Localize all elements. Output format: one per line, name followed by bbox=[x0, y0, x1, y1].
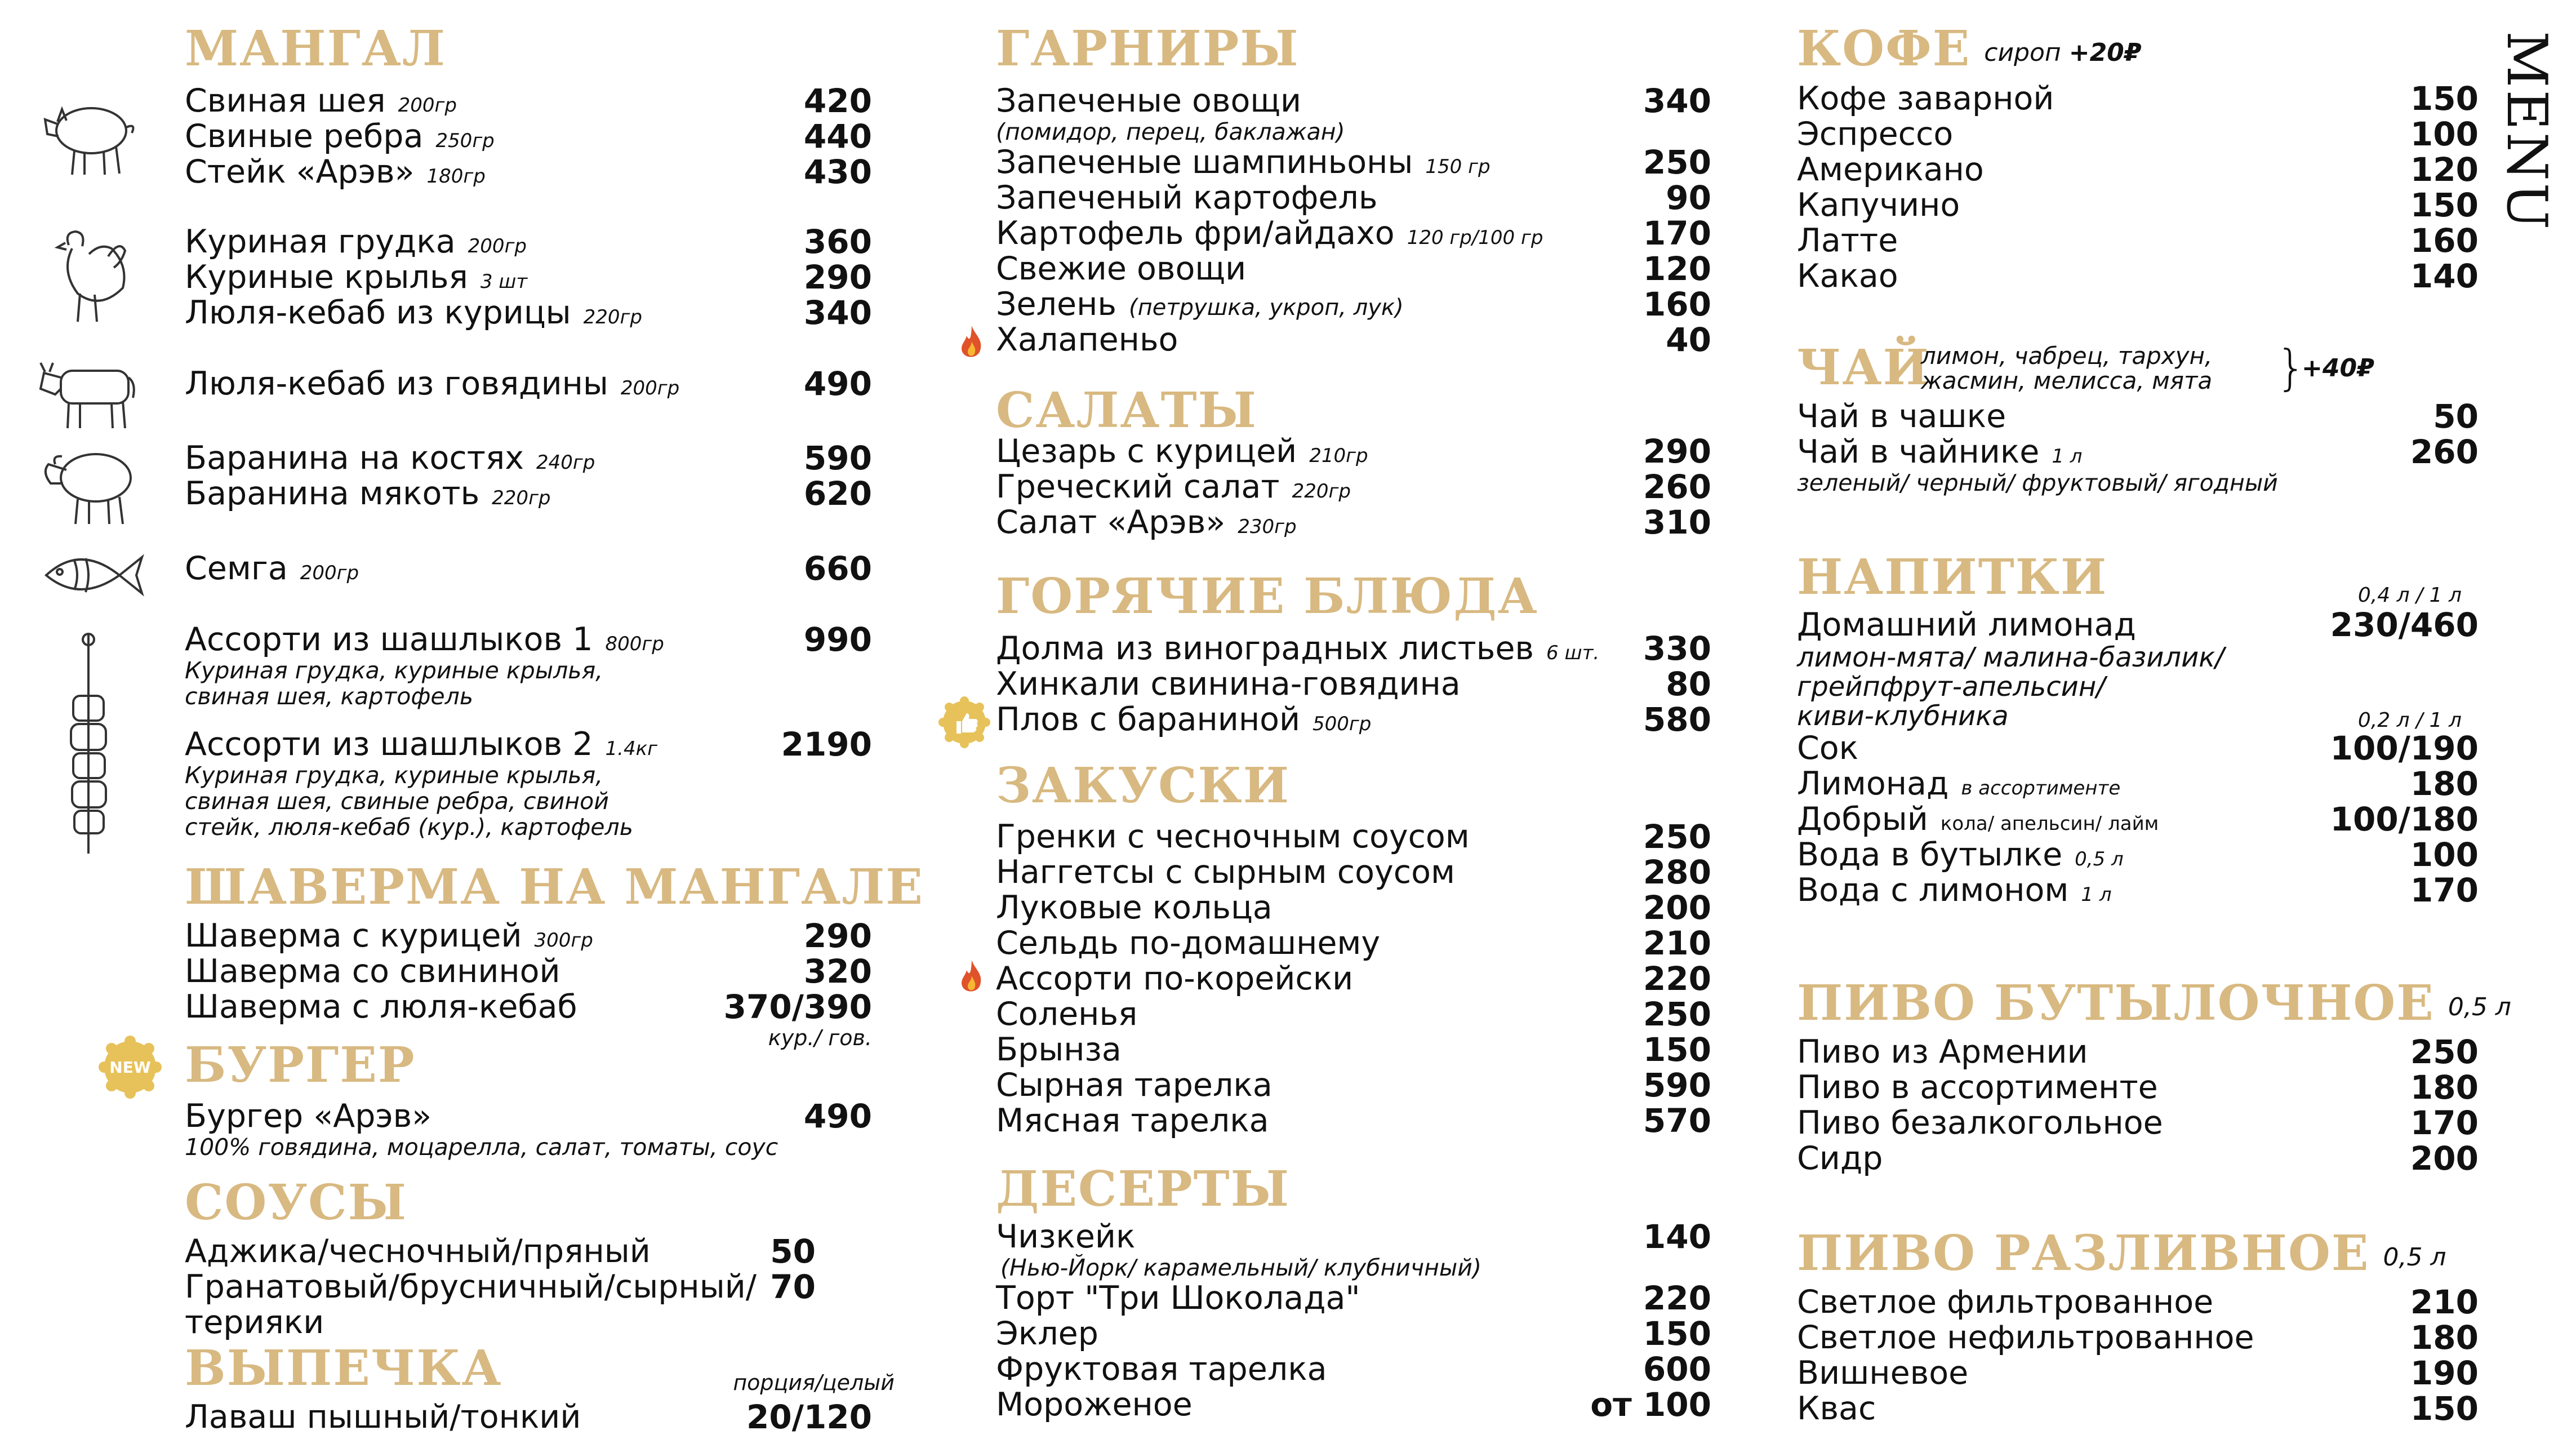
menu-item: Эклер 150 bbox=[996, 1314, 1711, 1353]
menu-item: Цезарь с курицей 210гр 290 bbox=[996, 432, 1711, 470]
menu-item: Мороженое от 100 bbox=[996, 1385, 1711, 1424]
item-description: (помидор, перец, баклажан) bbox=[996, 118, 1345, 145]
section-title: ШАВЕРМА НА МАНГАЛЕ bbox=[185, 859, 924, 916]
section-title: ДЕСЕРТЫ bbox=[996, 1161, 1291, 1218]
menu-item: Куриная грудка 200гр 360 bbox=[185, 223, 872, 261]
section-title: МАНГАЛ bbox=[185, 20, 446, 77]
menu-item: Лаваш пышный/тонкий 20/120 bbox=[185, 1398, 872, 1436]
section-shaverma bbox=[185, 859, 924, 916]
section-draft-beer bbox=[1797, 1225, 2479, 1283]
new-badge bbox=[99, 1036, 162, 1099]
item-description: лимон-мята/ малина-базилик/ bbox=[1797, 642, 2224, 673]
volume-note: 0,4 л / 1 л bbox=[2357, 584, 2462, 607]
menu-item: Квас 150 bbox=[1797, 1389, 2479, 1428]
section-title: НАПИТКИ bbox=[1797, 549, 2108, 606]
skewer-icon bbox=[63, 628, 114, 859]
item-description: (Нью-Йорк/ карамельный/ клубничный) bbox=[1000, 1254, 1481, 1281]
menu-item: Халапеньо 40 bbox=[996, 321, 1711, 359]
menu-item: Ассорти из шашлыков 2 1.4кг 2190 bbox=[185, 725, 872, 763]
section-title: ВЫПЕЧКА bbox=[185, 1340, 502, 1397]
menu-item: Долма из виноградных листьев 6 шт. 330 bbox=[996, 629, 1711, 668]
tea-additions-price: +40₽ bbox=[2302, 354, 2374, 383]
fish-icon bbox=[35, 544, 148, 606]
item-description: стейк, люля-кебаб (кур.), картофель bbox=[185, 814, 633, 841]
menu-item: Чизкейк 140 bbox=[996, 1218, 1711, 1256]
menu-item: Запеченые овощи 340 bbox=[996, 82, 1711, 120]
menu-item: Чай в чайнике 1 л 260 bbox=[1797, 433, 2479, 471]
menu-item: Ассорти из шашлыков 1 800гр 990 bbox=[185, 620, 872, 659]
menu-item: Семга 200гр 660 bbox=[185, 549, 872, 588]
menu-item: Гранатовый/брусничный/сырный/ 70 bbox=[185, 1268, 816, 1306]
menu-item: Запеченый картофель 90 bbox=[996, 179, 1711, 217]
menu-item: Сидр 200 bbox=[1797, 1139, 2479, 1178]
section-title: КОФЕ сироп +20₽ bbox=[1797, 20, 2142, 77]
section-coffee bbox=[1797, 20, 2479, 78]
menu-item: Торт "Три Шоколада" 220 bbox=[996, 1279, 1711, 1317]
sheep-icon bbox=[35, 434, 142, 530]
section-desserts bbox=[996, 1161, 1711, 1218]
menu-item: Наггетсы с сырным соусом 280 bbox=[996, 853, 1711, 891]
fire-icon bbox=[958, 959, 986, 995]
section-tea bbox=[1797, 339, 2479, 396]
volume-note: 0,2 л / 1 л bbox=[2357, 709, 2462, 732]
section-garnish bbox=[996, 20, 1711, 77]
section-title: ЧАЙ bbox=[1797, 339, 1930, 396]
menu-item: Баранина на костях 240гр 590 bbox=[185, 439, 872, 477]
menu-item: Сок 100/190 bbox=[1797, 729, 2479, 767]
menu-item: Шаверма с курицей 300гр 290 bbox=[185, 917, 872, 955]
menu-item: Баранина мякоть 220гр 620 bbox=[185, 474, 872, 513]
menu-item: Добрый кола/ апельсин/ лайм 100/180 bbox=[1797, 800, 2479, 838]
tea-additions: лимон, чабрец, тархун, жасмин, мелисса, мята bbox=[1921, 342, 2213, 394]
menu-item: Аджика/чесночный/пряный 50 bbox=[185, 1232, 816, 1271]
menu-item: Мясная тарелка 570 bbox=[996, 1101, 1711, 1140]
section-title: ПИВО РАЗЛИВНОЕ 0,5 л bbox=[1797, 1225, 2446, 1282]
section-title: ГОРЯЧИЕ БЛЮДА bbox=[996, 568, 1538, 625]
menu-item: Светлое нефильтрованное 180 bbox=[1797, 1318, 2479, 1357]
section-salads bbox=[996, 382, 1711, 439]
section-mangal bbox=[185, 20, 872, 77]
menu-item: Домашний лимонад 230/460 bbox=[1797, 606, 2479, 644]
menu-item: Пиво в ассортименте 180 bbox=[1797, 1068, 2479, 1107]
menu-item: Соленья 250 bbox=[996, 995, 1711, 1033]
menu-item: Луковые кольца 200 bbox=[996, 889, 1711, 927]
menu-item: Сырная тарелка 590 bbox=[996, 1066, 1711, 1104]
menu-item: Чай в чашке 50 bbox=[1797, 397, 2479, 436]
item-description: свиная шея, картофель bbox=[185, 683, 473, 710]
section-title: ГАРНИРЫ bbox=[996, 20, 1300, 77]
menu-item: Шаверма с люля-кебаб 370/390 bbox=[185, 988, 872, 1026]
item-description: Куриная грудка, куриные крылья, bbox=[185, 657, 603, 684]
menu-item: Хинкали свинина-говядина 80 bbox=[996, 665, 1711, 703]
menu-item: Люля-кебаб из говядины 200гр 490 bbox=[185, 365, 872, 403]
menu-item: Гренки с чесночным соусом 250 bbox=[996, 818, 1711, 856]
menu-item: Лимонад в ассортименте 180 bbox=[1797, 765, 2479, 803]
menu-item: Пиво из Армении 250 bbox=[1797, 1033, 2479, 1071]
menu-item: терияки bbox=[185, 1304, 324, 1341]
price-note: кур./ гов. bbox=[768, 1025, 872, 1050]
menu-item: Пиво безалкогольное 170 bbox=[1797, 1104, 2479, 1142]
item-description: зеленый/ черный/ фруктовый/ ягодный bbox=[1797, 469, 2278, 496]
menu-item: Капучино 150 bbox=[1797, 186, 2479, 224]
section-snacks bbox=[996, 757, 1711, 814]
item-description: свиная шея, свиные ребра, свиной bbox=[185, 788, 609, 815]
menu-item: Кофе заварной 150 bbox=[1797, 79, 2479, 118]
menu-item: Свежие овощи 120 bbox=[996, 250, 1711, 288]
section-sauces bbox=[185, 1174, 872, 1231]
menu-item: Салат «Арэв» 230гр 310 bbox=[996, 503, 1711, 541]
menu-item: Вода с лимоном 1 л 170 bbox=[1797, 871, 2479, 909]
menu-item: Эспрессо 100 bbox=[1797, 115, 2479, 153]
menu-item: Светлое фильтрованное 210 bbox=[1797, 1283, 2479, 1321]
menu-item: Картофель фри/айдахо 120 гр/100 гр 170 bbox=[996, 214, 1711, 252]
section-bakery bbox=[185, 1340, 895, 1397]
menu-item: Плов с бараниной 500гр 580 bbox=[996, 700, 1711, 739]
chicken-icon bbox=[41, 223, 136, 330]
item-description: Куриная грудка, куриные крылья, bbox=[185, 762, 603, 789]
bakery-note: порция/целый bbox=[733, 1370, 895, 1395]
item-description: киви-клубника 0,2 л / 1 л bbox=[1797, 701, 2479, 731]
item-description: 100% говядина, моцарелла, салат, томаты, соус bbox=[185, 1134, 778, 1161]
menu-item: Фруктовая тарелка 600 bbox=[996, 1350, 1711, 1388]
section-title: СОУСЫ bbox=[185, 1174, 407, 1231]
section-title: ПИВО БУТЫЛОЧНОЕ 0,5 л bbox=[1797, 975, 2511, 1032]
section-bottled-beer bbox=[1797, 975, 2511, 1033]
menu-item: Латте 160 bbox=[1797, 221, 2479, 260]
menu-item: Зелень (петрушка, укроп, лук) 160 bbox=[996, 285, 1711, 323]
menu-item: Вишневое 190 bbox=[1797, 1354, 2479, 1392]
section-title: БУРГЕР bbox=[185, 1037, 416, 1094]
brace-icon: } bbox=[2276, 340, 2307, 396]
pig-icon bbox=[35, 85, 142, 180]
menu-item: Люля-кебаб из курицы 220гр 340 bbox=[185, 294, 872, 332]
menu-item: Шаверма со свининой 320 bbox=[185, 952, 872, 990]
section-title: ЗАКУСКИ bbox=[996, 757, 1291, 814]
new-badge-label: NEW bbox=[109, 1058, 151, 1077]
menu-item: Сельдь по-домашнему 210 bbox=[996, 924, 1711, 962]
section-drinks bbox=[1797, 549, 2479, 607]
menu-item: Свиные ребра 250гр 440 bbox=[185, 117, 872, 156]
menu-item: Свиная шея 200гр 420 bbox=[185, 82, 872, 120]
side-menu-title: MENU bbox=[2494, 31, 2559, 232]
section-title: САЛАТЫ bbox=[996, 382, 1257, 439]
menu-item: Ассорти по-корейски 220 bbox=[996, 960, 1711, 998]
menu-item: Бургер «Арэв» 490 bbox=[185, 1097, 872, 1135]
menu-item: Брынза 150 bbox=[996, 1031, 1711, 1069]
menu-item: Американо 120 bbox=[1797, 150, 2479, 189]
cow-icon bbox=[33, 349, 145, 434]
menu-item: Стейк «Арэв» 180гр 430 bbox=[185, 153, 872, 191]
menu-item: Запеченые шампиньоны 150 гр 250 bbox=[996, 143, 1711, 181]
item-description: грейпфрут-апельсин/ bbox=[1797, 671, 2106, 703]
menu-item: Какао 140 bbox=[1797, 257, 2479, 295]
recommended-badge-icon bbox=[938, 696, 990, 748]
menu-item: Греческий салат 220гр 260 bbox=[996, 468, 1711, 506]
menu-item: Куриные крылья 3 шт 290 bbox=[185, 258, 872, 296]
section-hot-dishes bbox=[996, 568, 1711, 625]
fire-icon bbox=[958, 325, 986, 361]
menu-item: Вода в бутылке 0,5 л 100 bbox=[1797, 836, 2479, 874]
